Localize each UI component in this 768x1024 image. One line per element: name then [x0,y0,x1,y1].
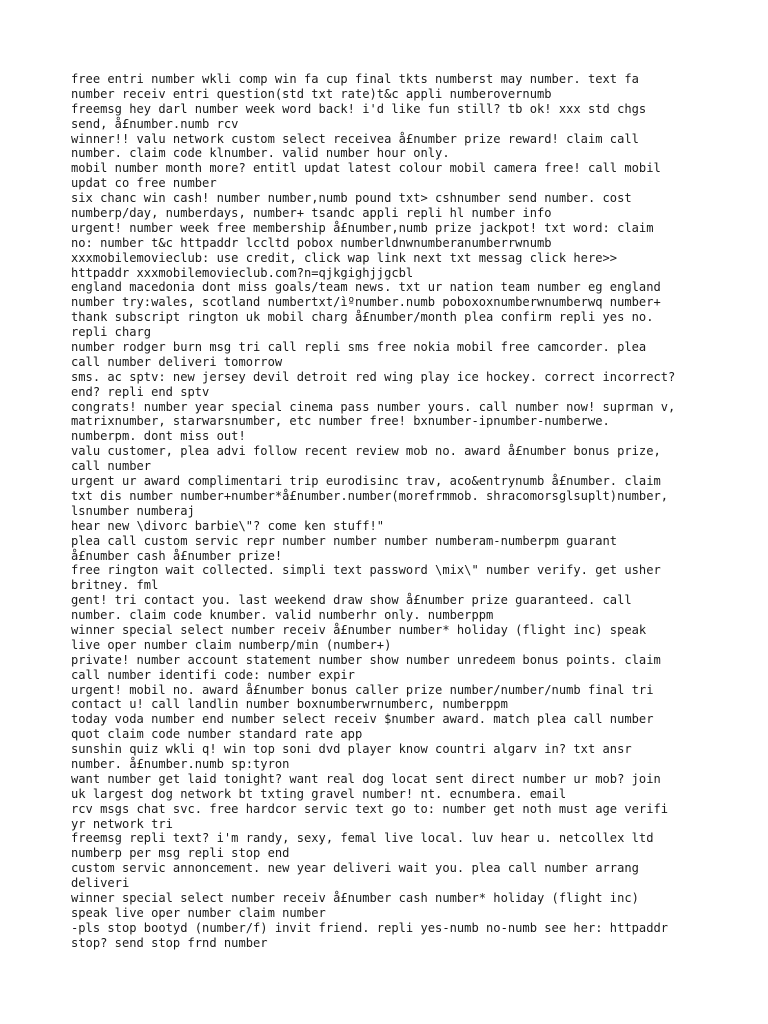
text-line: gent! tri contact you. last weekend draw show å£number prize guaranteed. call [71,593,632,608]
text-line: urgent! mobil no. award å£number bonus caller prize number/number/numb final tri [71,682,654,697]
text-line: winner!! valu network custom select receivea å£number prize reward! claim call [71,131,639,146]
text-line: call number identifi code: number expir [71,667,355,682]
text-line: rcv msgs chat svc. free hardcor servic text go to: number get noth must age verifi [71,801,669,816]
text-line: deliveri [71,876,130,891]
text-line: number. claim code klnumber. valid number hour only. [71,146,450,161]
text-line: live oper number claim numberp/min (number+) [71,637,392,652]
text-line: urgent! number week free membership å£number,numb prize jackpot! txt word: claim [71,220,654,235]
text-line: sunshin quiz wkli q! win top soni dvd player know countri algarv in? txt ansr [71,742,632,757]
text-line: number try:wales, scotland numbertxt/ìºnumber.numb poboxoxnumberwnumberwq number+ [71,295,661,310]
text-line: free rington wait collected. simpli text password \mix\" number verify. get usher [71,563,661,578]
text-line: txt dis number number+number*å£number.number(morefrmmob. shracomorsglsuplt)number, [71,488,669,503]
text-line: sms. ac sptv: new jersey devil detroit red wing play ice hockey. correct incorrect? [71,369,676,384]
text-line: yr network tri [71,816,173,831]
text-line: number. claim code knumber. valid numberhr only. numberppm [71,608,494,623]
text-line: number. å£number.numb sp:tyron [71,756,290,771]
text-line: hear new \divorc barbie\"? come ken stuff!" [71,518,385,533]
text-line: britney. fml [71,578,159,593]
text-line: freemsg hey darl number week word back! i'd like fun still? tb ok! xxx std chgs [71,101,647,116]
text-line: updat co free number [71,176,217,191]
text-line: speak live oper number claim number [71,905,326,920]
text-line: numberpm. dont miss out! [71,429,246,444]
text-line: -pls stop bootyd (number/f) invit friend. repli yes-numb no-numb see her: httpaddr [71,920,669,935]
text-line: freemsg repli text? i'm randy, sexy, femal live local. luv hear u. netcollex ltd [71,831,654,846]
text-line: send, å£number.numb rcv [71,116,239,131]
text-line: lsnumber numberaj [71,503,195,518]
text-line: xxxmobilemovieclub: use credit, click wap link next txt messag click here>> [71,250,618,265]
text-line: end? repli end sptv [71,384,210,399]
text-line: no: number t&c httpaddr lccltd pobox numberldnwnumberanumberrwnumb [71,235,552,250]
text-line: winner special select number receiv å£number cash number* holiday (flight inc) [71,890,639,905]
text-line: plea call custom servic repr number number number numberam-numberpm guarant [71,533,618,548]
text-line: call number [71,459,152,474]
text-line: quot claim code number standard rate app [71,727,363,742]
text-line: custom servic annoncement. new year deliveri wait you. plea call number arrang [71,861,639,876]
text-line: number receiv entri question(std txt rate)t&c appli numberovernumb [71,86,552,101]
text-line: call number deliveri tomorrow [71,354,283,369]
text-line: mobil number month more? entitl updat latest colour mobil camera free! call mobil [71,161,661,176]
text-line: contact u! call landlin number boxnumberwrnumberc, numberppm [71,697,508,712]
text-line: uk largest dog network bt txting gravel number! nt. ecnumbera. email [71,786,567,801]
text-line: want number get laid tonight? want real dog locat sent direct number ur mob? join [71,771,661,786]
text-line: numberp per msg repli stop end [71,846,290,861]
text-line: number rodger burn msg tri call repli sms free nokia mobil free camcorder. plea [71,340,647,355]
text-line: matrixnumber, starwarsnumber, etc number free! bxnumber-ipnumber-numberwe. [71,414,610,429]
text-line: free entri number wkli comp win fa cup final tkts numberst may number. text fa [71,72,639,86]
text-line: winner special select number receiv å£number number* holiday (flight inc) speak [71,622,647,637]
text-line: private! number account statement number show number unredeem bonus points. claim [71,652,661,667]
document-body [71,72,711,951]
text-line: thank subscript rington uk mobil charg å£number/month plea confirm repli yes no. [71,310,654,325]
text-line: httpaddr xxxmobilemovieclub.com?n=qjkgighjjgcbl [71,265,414,280]
text-line: valu customer, plea advi follow recent review mob no. award å£number bonus prize, [71,444,661,459]
text-line: congrats! number year special cinema pass number yours. call number now! suprman v, [71,399,676,414]
text-line: six chanc win cash! number number,numb pound txt> cshnumber send number. cost [71,191,632,206]
text-line: today voda number end number select receiv $number award. match plea call number [71,712,654,727]
text-line: england macedonia dont miss goals/team news. txt ur nation team number eg england [71,280,661,295]
text-line: å£number cash å£number prize! [71,548,283,563]
text-line: urgent ur award complimentari trip eurodisinc trav, aco&entrynumb å£number. claim [71,474,661,489]
text-line: numberp/day, numberdays, number+ tsandc appli repli hl number info [71,206,552,221]
text-line: repli charg [71,325,152,340]
text-line: stop? send stop frnd number [71,935,268,950]
